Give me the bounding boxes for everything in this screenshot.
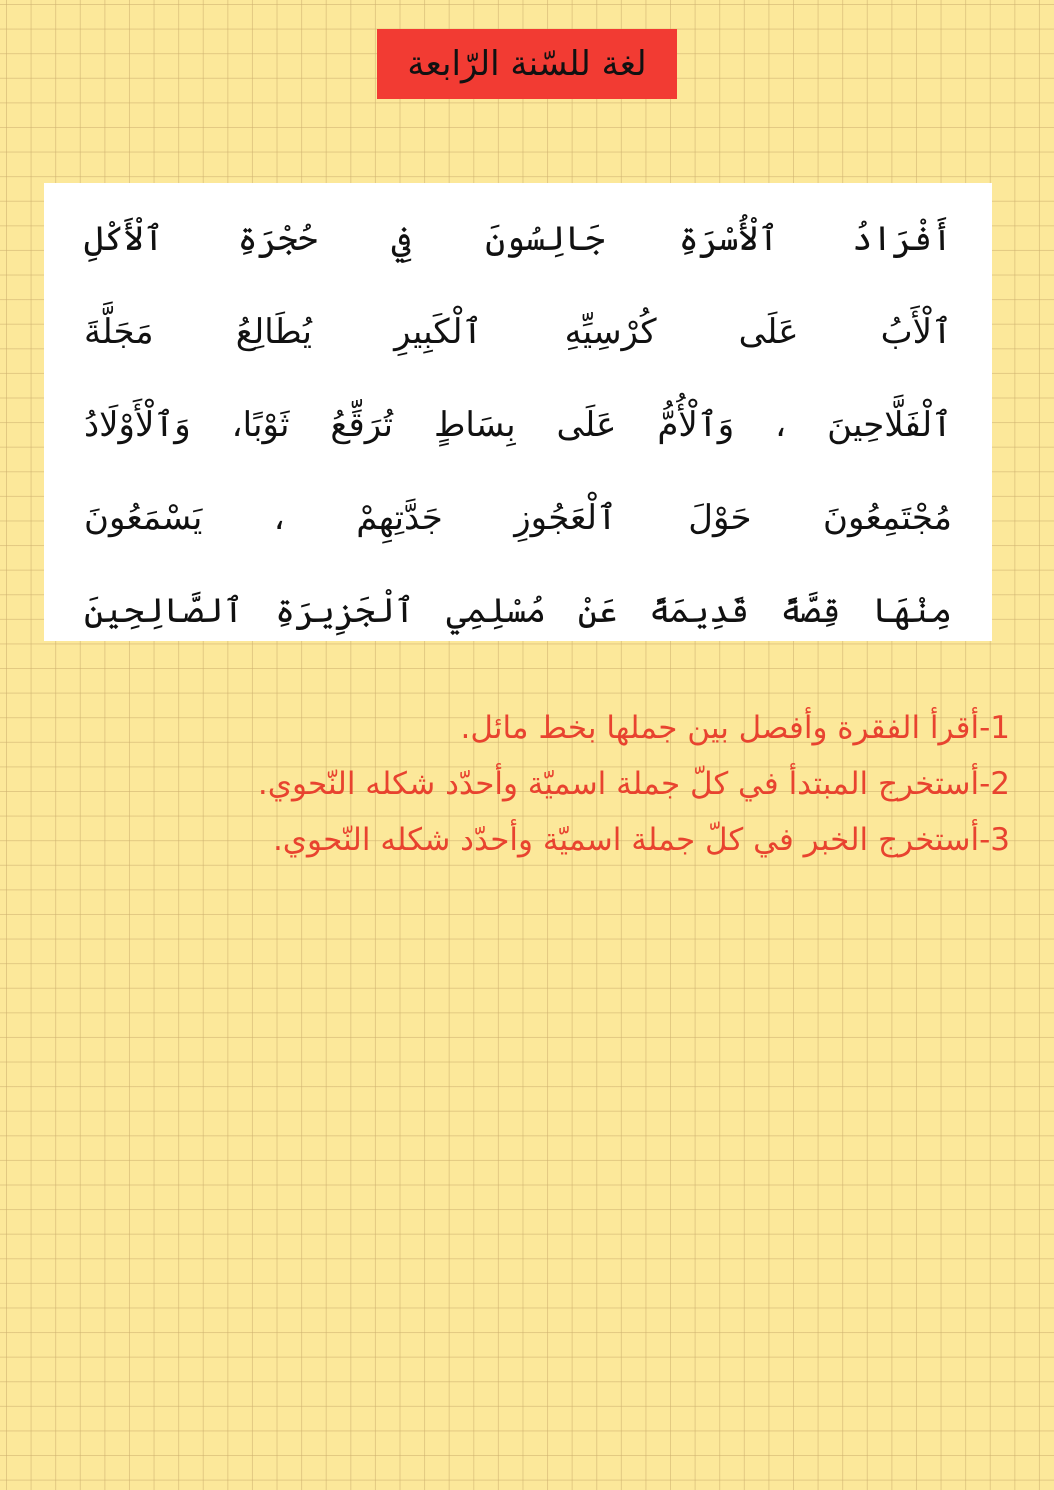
title-banner [377, 29, 677, 99]
passage-line: ٱلْأَبُ عَلَى كُرْسِيِّهِ ٱلْكَبِيرِ يُطَالِعُ مَجَلَّةَ [84, 312, 952, 352]
passage-line: ٱلْفَلَّاحِينَ ، وَٱلْأُمُّ عَلَى بِسَاطٍ تُرَقِّعُ ثَوْبًا، وَٱلْأَوْلَادُ [84, 405, 952, 445]
questions-list [60, 700, 1010, 868]
question-item: 3-أستخرج الخبر في كلّ جملة اسميّة وأحدّد شكله النّحوي. [272, 822, 1010, 858]
passage-line: أَفْرَادُ ٱلْأُسْرَةِ جَالِسُونَ فِي حُجْرَةِ ٱلْأَكْلِ [84, 219, 952, 259]
page-title: لغة للسّنة الرّابعة [407, 44, 647, 84]
question-item: 1-أقرأ الفقرة وأفصل بين جملها بخط مائل. [460, 710, 1010, 746]
passage-line: مُجْتَمِعُونَ حَوْلَ ٱلْعَجُوزِ جَدَّتِهِمْ ، يَسْمَعُونَ [84, 498, 952, 538]
question-item: 2-أستخرج المبتدأ في كلّ جملة اسميّة وأحدّد شكله النّحوي. [257, 766, 1010, 802]
reading-passage [44, 183, 992, 641]
passage-line: مِنْهَا قِصَّةً قَدِيمَةً عَنْ مُسْلِمِي ٱلْجَزِيرَةِ ٱلصَّالِحِينَ [84, 591, 952, 631]
